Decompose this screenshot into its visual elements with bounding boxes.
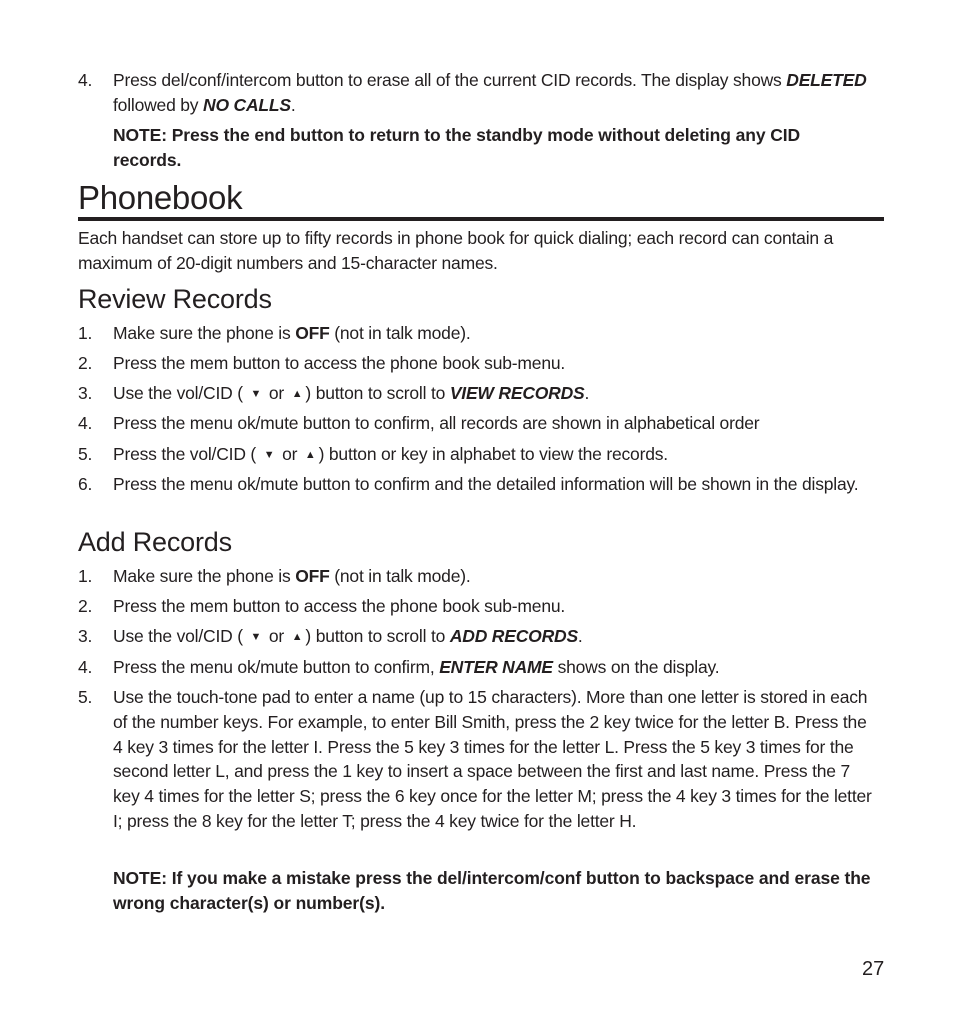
down-arrow-icon: ▼ <box>263 449 275 461</box>
subsection-title-add: Add Records <box>78 527 232 557</box>
step-text: Press del/conf/intercom button to erase all of the current CID records. The display shows DELETED followed by NO CALLS. <box>113 70 867 115</box>
add-note: NOTE: If you make a mistake press the del/intercom/conf button to backspace and erase the wrong character(s) or number(s). <box>113 868 871 913</box>
page-number: 27 <box>862 958 885 980</box>
subsection-title-review: Review Records <box>78 284 272 314</box>
section-rule <box>78 217 884 221</box>
phonebook-intro: Each handset can store up to fifty records in phone book for quick dialing; each record can contain a maximum of 20-digit numbers and 15-character names. <box>78 228 834 273</box>
down-arrow-icon: ▼ <box>250 631 262 643</box>
display-deleted: DELETED <box>786 70 867 90</box>
section-title-phonebook: Phonebook <box>78 179 243 216</box>
cid-note: NOTE: Press the end button to return to the standby mode without deleting any CID records. <box>113 125 801 170</box>
step-number: 4. <box>78 70 93 90</box>
down-arrow-icon: ▼ <box>250 388 262 400</box>
up-arrow-icon: ▲ <box>291 631 303 643</box>
up-arrow-icon: ▲ <box>304 449 316 461</box>
manual-page: 4. Press del/conf/intercom button to erase all of the current CID records. The display shows DELETED followed by NO CALLS. NOTE: Press the end button to return to the standby mode without deleting any CID records. Phonebook Each handset can store up to fifty records in phone book for quick dialing; each record can contain a maximum of 20-digit numbers and 15-character names. Review Records 1. Make sure the phone is OFF (not in talk mode). 2. Press the mem button to access the phone book sub-menu. 3. Use the vol/CID ( ▼ or ▲ ) button to scroll to VIEW RECORDS. 4. Press the menu ok/mute button to confirm, all records are shown in alphabetical order 5. Press the vol/CID ( ▼ or ▲ ) button or key in alphabet to view the records. 6. Press the menu ok/mute button to confirm and the detailed information will be shown in the display. Add Records 1. Make sure the phone is OFF (not in talk mode). 2. Press the mem button to access the phone book sub-menu. 3. Use the vol/CID ( ▼ or ▲ ) button to scroll to ADD RECORDS. 4. Press the menu ok/mute button to confirm, ENTER NAME shows on the display. 5. Use the touch-tone pad to enter a name (up to 15 characters). More than one letter is stored in each of the number keys. For example, to enter Bill Smith, press the 2 key twice for the letter B. Press the 4 key 3 times for the letter I. Press the 5 key 3 times for the letter L. Press the 5 key 3 times for the second letter L, and press the 1 key to insert a space between the first and last name. Press the 7 key 4 times for the letter S; press the 6 key once for the letter M; press the 4 key 3 times for the letter I; press the 8 key for the letter T; press the 4 key twice for the letter H. NOTE: If you make a mistake press the del/intercom/conf button to backspace and erase the wrong character(s) or number(s). 27 <box>78 70 885 980</box>
display-no-calls: NO CALLS <box>203 94 291 115</box>
up-arrow-icon: ▲ <box>291 388 303 400</box>
